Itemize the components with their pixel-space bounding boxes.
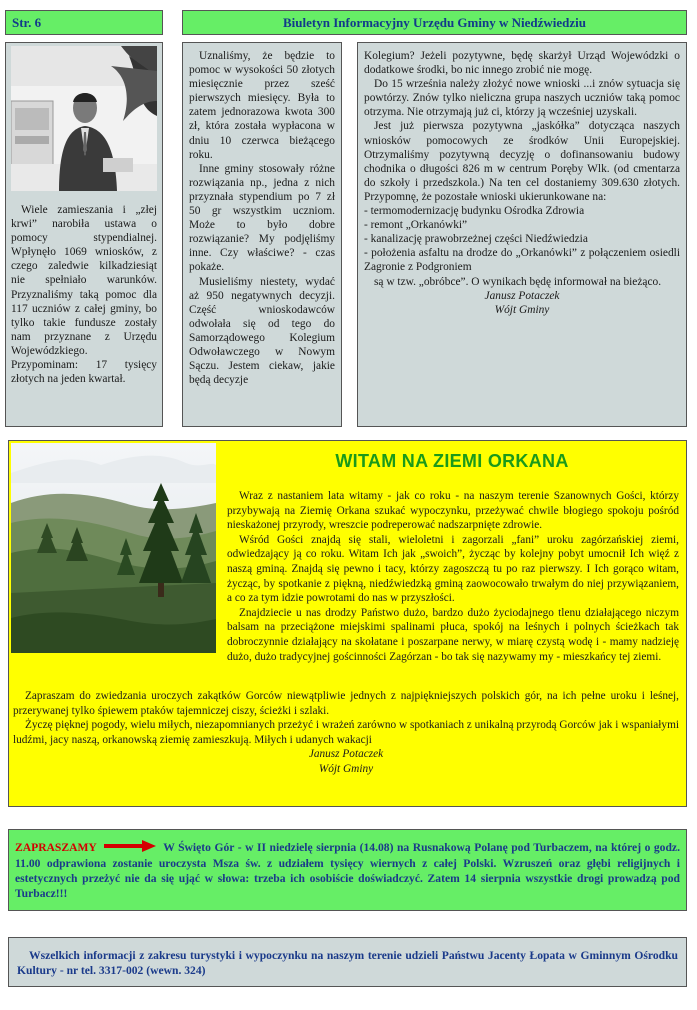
bulletin-title: Biuletyn Informacyjny Urzędu Gminy w Niedźwiedziu xyxy=(182,10,687,35)
list-item: - termomodernizację budynku Ośrodka Zdrowia xyxy=(364,205,585,218)
orkan-bottom-paragraph-1: Zapraszam do zwiedzania uroczych zakątków Gorców niewątpliwie jednych z najpiękniejszych polskich gór, na ich pełne uroku i leśnej, przerywanej tylko śpiewem ptaków tajemniczej ciszy, ścieżki i szlaki. xyxy=(13,690,679,717)
col3-paragraph-1: Kolegium? Jeżeli pozytywne, będę skarżył Urząd Wojewódzki o dodatkowe środki, bo nic innego zrobić nie mogę. xyxy=(364,50,680,77)
column-2 xyxy=(182,42,342,427)
invitation-lead: ZAPRASZAMY xyxy=(15,841,97,854)
orkan-bottom-paragraph-2: Życzę pięknej pogody, wielu miłych, niezapomnianych przeżyć i wrażeń zarówno w spotkaniach z unikalną przyrodą Gorców jak i wspaniałymi ludźmi, jacy naszą, orkanowską ziemię zamieszkują. Miłych i udanych wakacji xyxy=(13,719,679,746)
col1-paragraph-1: Wiele zamieszania i „złej krwi” narobiła ustawa o pomocy stypendialnej. Wpłynęło 1069 wniosków, z czego zaledwie kilkadziesiąt nie spełniało warunków. Przyznaliśmy taką pomoc dla 117 uczniów z całej gminy, bo tylko takie fundusze zostały nam przyznane z Urzędu Wojewódzkiego. Przypominam: 17 tysięcy złotych na jeden kwartał. xyxy=(11,204,157,386)
col3-paragraph-2: Do 15 września należy złożyć nowe wnioski ...i znów sytuacja się powtórzy. Znów tylko nieliczna grupa naszych uczniów taką pomoc otrzyma. Nie otrzymają już ci, którzy ją wcześniej uzyskali. xyxy=(364,78,680,119)
column-1 xyxy=(5,42,163,427)
col3-paragraph-3: Jest już pierwsza pozytywna „jaskółka” dotycząca naszych wniosków pomocowych ze środków Unii Europejskiej. Otrzymaliśmy pozytywną decyzję o dofinansowaniu budowy chodnika o długości 826 m w centrum Poręby Wlk. (od cmentarza do szkoły i przedszkola.) Na ten cel dostaniemy 309.630 złotych. Przypomnę, że pozostałe wnioski ukierunkowane na: xyxy=(364,120,680,203)
list-item: - remont „Orkanówki” xyxy=(364,219,468,232)
col3-closing: są w tzw. „obróbce”. O wynikach będę informował na bieżąco. xyxy=(374,275,662,288)
orkan-bottom-text xyxy=(13,689,679,777)
col2-paragraph-3: Musieliśmy niestety, wydać aż 950 negatywnych decyzji. Część wnioskodawców odwołała się od tego do Samorządowego Kolegium Odwoławczego w Nowym Sączu. Jestem ciekaw, jakie będą decyzje xyxy=(189,275,335,387)
orkan-paragraph-2: Wśród Gości znajdą się stali, wieloletni i zagorzali „fani” uroku zagórzańskiej ziemi, odwiedzający ją co roku. Witam Ich jak „swoich”, życząc by kolejny pobyt umocnił Ich więź z naszą gminą. Znajdą się pewno i tacy, którzy zagoszczą tu po raz pierwszy. I Ich gorąco witam, życząc, by spotkanie z piękną, niedźwiedzką gminą zaowocowało trwałym do niej przywiązaniem, a co za tym idzie powrotami do nas w przyszłości. xyxy=(227,533,679,605)
list-item: - położenia asfaltu na drodze do „Orkanówki” z połączeniem osiedli Zagronie z Podgroniem xyxy=(364,247,680,274)
orkan-signature-title: Wójt Gminy xyxy=(318,762,374,775)
invitation-box xyxy=(8,829,687,911)
orkan-paragraph-1: Wraz z nastaniem lata witamy - jak co roku - na naszym terenie Szanownych Gości, którzy przybywają na Ziemię Orkana szukać wypoczynku, przeżywać chwile błogiego spokoju pośród nieskażonej przyrody, wreszcie podreperować nadszarpnięte zdrowie. xyxy=(227,490,679,532)
tourism-info-box: Wszelkich informacji z zakresu turystyki i wypoczynku na naszym terenie udzieli Państwu Jacenty Łopata w Gminnym Ośrodku Kultury - nr tel. 3317-002 (wewn. 324) xyxy=(8,937,687,987)
orkan-text xyxy=(227,489,679,664)
col2-paragraph-1: Uznaliśmy, że będzie to pomoc w wysokości 50 złotych miesięcznie przez sześć pierwszych miesięcy. Była to zatem jednorazowa kwota 300 zł, która została wypłacona w dniu 10 czerwca bieżącego roku. xyxy=(189,50,335,161)
column-3 xyxy=(357,42,687,427)
signature-title: Wójt Gminy xyxy=(494,303,550,316)
orkan-signature-name: Janusz Potaczek xyxy=(308,748,384,761)
signature-name: Janusz Potaczek xyxy=(484,289,560,302)
col2-paragraph-2: Inne gminy stosowały różne rozwiązania np., jedna z nich przyznała stypendium po 7 zł 50 gr wszystkim uczniom. Może to było dobre rozwiązanie? My podjęliśmy inne. Czy właściwe? - czas pokaże. xyxy=(189,162,335,274)
official-photo xyxy=(11,46,157,191)
orkan-headline: WITAM NA ZIEMI ORKANA xyxy=(335,451,569,471)
mountain-landscape-photo xyxy=(11,443,216,653)
orkan-feature-box xyxy=(8,440,687,807)
red-arrow-icon xyxy=(104,840,156,856)
orkan-paragraph-3: Znajdziecie u nas drodzy Państwo dużo, bardzo dużo życiodajnego tlenu działającego niczym balsam na przeciążone miejskimi spalinami płuca, spokój na leśnych i polnych ścieżkach tak dobroczynnie działający na skołatane i poszarpane nerwy, w miarę czystą wodę i - mamy nadzieję dużo, dużo tradycyjnej gościnności Zagórzan - bo tak się nazywamy my - mieszkańcy tej ziemi. xyxy=(227,606,679,663)
list-item: - kanalizację prawobrzeżnej części Niedźwiedzia xyxy=(364,233,588,246)
invitation-text: W Święto Gór - w II niedzielę sierpnia (14.08) na Rusnakową Polanę pod Turbaczem, na której o godz. 11.00 odprawiona zostanie uroczysta Msza św. z udziałem tysięcy wiernych z całej Polski. Wzruszeń oraz głębi religijnych i estetycznych przeżyć nie da się ująć w słowa: trzeba ich osobiście doświadczyć. Zatem 14 sierpnia wszystkie drogi prowadzą pod Turbacz!!! xyxy=(15,841,680,901)
page-number: Str. 6 xyxy=(5,10,163,35)
